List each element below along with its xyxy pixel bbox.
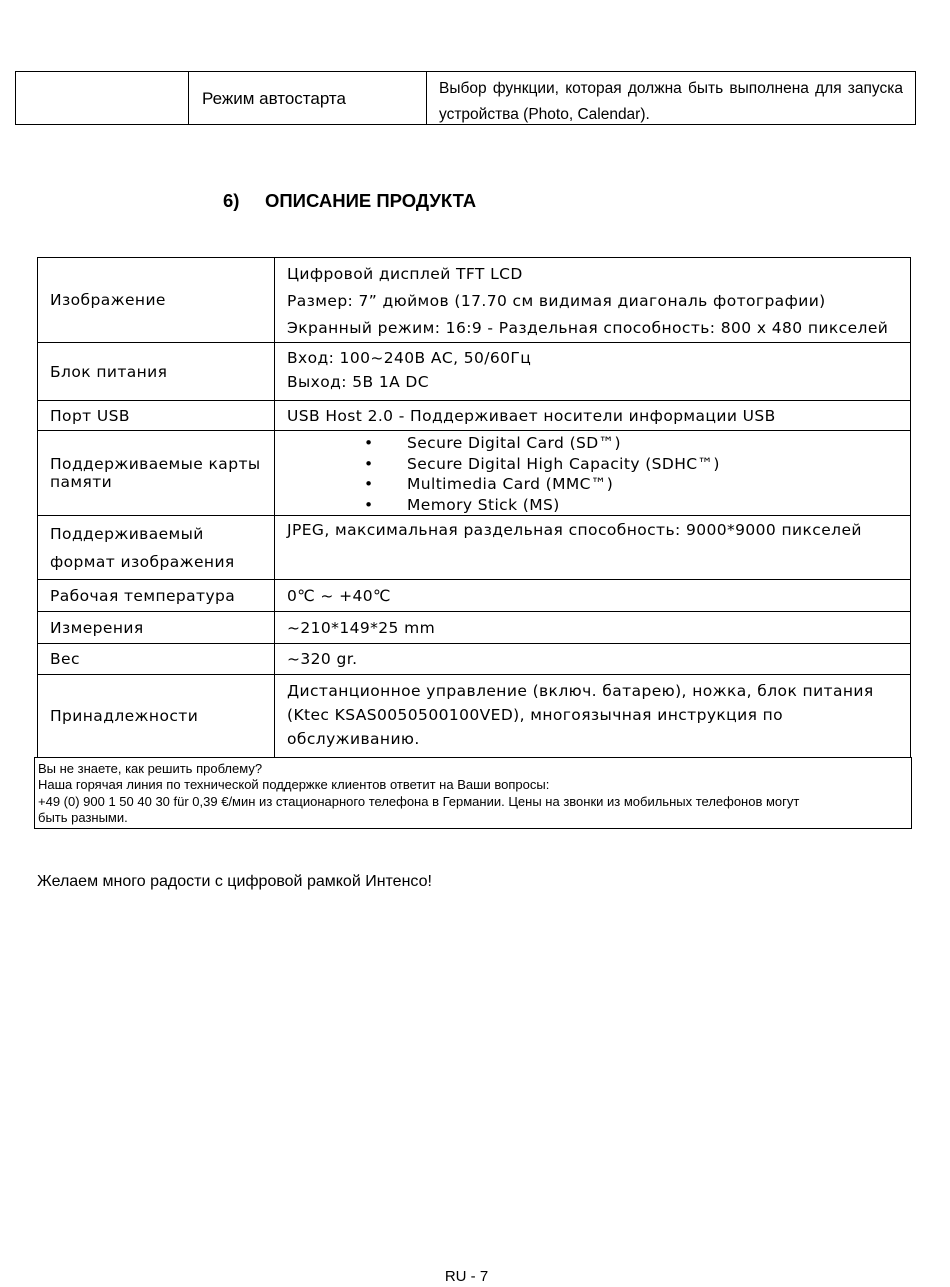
help-line: быть разными. xyxy=(38,809,128,825)
spec-line: Экранный режим: 16:9 - Раздельная способность: 800 x 480 пикселей xyxy=(287,319,889,337)
spec-value-image xyxy=(275,258,911,343)
spec-value-format: JPEG, максимальная раздельная способность: 9000*9000 пикселей xyxy=(275,516,911,580)
spec-label-format xyxy=(38,516,275,580)
spec-label-dimensions: Измерения xyxy=(38,612,275,644)
spec-row-temperature xyxy=(38,580,911,612)
spec-value-dimensions: ~210*149*25 mm xyxy=(275,612,911,644)
list-item xyxy=(287,433,898,454)
card-type: Memory Stick (MS) xyxy=(407,495,560,514)
closing-message: Желаем много радости с цифровой рамкой Интенсо! xyxy=(37,873,432,890)
section-number: 6) xyxy=(223,190,240,211)
help-line: +49 (0) 900 1 50 40 30 für 0,39 €/мин из стационарного телефона в Германии. Цены на звонки из мобильных телефонов могут xyxy=(38,793,800,809)
spec-label-temperature: Рабочая температура xyxy=(38,580,275,612)
spec-value-power xyxy=(275,343,911,401)
autostart-label: Режим автостарта xyxy=(189,72,427,124)
spec-value-cards xyxy=(275,431,911,516)
spec-label-line: Поддерживаемый xyxy=(50,524,204,543)
spec-line: Выход: 5В 1А DC xyxy=(287,373,429,391)
spec-row-accessories xyxy=(38,675,911,758)
autostart-table xyxy=(15,71,916,125)
spec-line: Вход: 100~240В АС, 50/60Гц xyxy=(287,349,532,367)
spec-row-power xyxy=(38,343,911,401)
spec-label-cards: Поддерживаемые карты памяти xyxy=(38,431,275,516)
card-type: Secure Digital Card (SD™) xyxy=(407,434,621,452)
card-type: Multimedia Card (MMC™) xyxy=(407,475,614,493)
spec-row-image xyxy=(38,258,911,343)
spec-row-weight xyxy=(38,644,911,675)
spec-label-accessories: Принадлежности xyxy=(38,675,275,758)
section-title: ОПИСАНИЕ ПРОДУКТА xyxy=(265,190,477,211)
spec-value-usb: USB Host 2.0 - Поддерживает носители информации USB xyxy=(275,401,911,431)
spec-line: Дистанционное управление (включ. батарею), ножка, блок питания xyxy=(287,682,874,700)
spec-line: обслуживанию. xyxy=(287,730,420,748)
bullet-icon: • xyxy=(364,434,374,452)
support-hotline-box xyxy=(34,757,912,829)
bullet-icon: • xyxy=(364,454,374,473)
spec-row-format xyxy=(38,516,911,580)
list-item xyxy=(287,454,898,475)
spec-label-usb: Порт USB xyxy=(38,401,275,431)
spec-label-line: формат изображения xyxy=(50,552,235,571)
page-number: RU - 7 xyxy=(444,1268,489,1285)
spec-value-accessories xyxy=(275,675,911,758)
list-item xyxy=(287,474,898,495)
spec-line: Размер: 7” дюймов (17.70 см видимая диагональ фотографии) xyxy=(287,292,826,310)
list-item xyxy=(287,495,898,516)
bullet-icon: • xyxy=(364,495,374,514)
spec-line: Цифровой дисплей TFT LCD xyxy=(287,265,523,283)
spec-value-weight: ~320 gr. xyxy=(275,644,911,675)
bullet-icon: • xyxy=(364,475,374,493)
card-type: Secure Digital High Capacity (SDHC™) xyxy=(407,454,720,473)
spec-row-dimensions xyxy=(38,612,911,644)
autostart-description: Выбор функции, которая должна быть выполнена для запуска устройства (Photo, Calendar). xyxy=(439,80,903,123)
spec-row-usb xyxy=(38,401,911,431)
card-list xyxy=(287,433,898,515)
spec-row-cards xyxy=(38,431,911,516)
spec-line: (Ktec KSAS0050500100VED), многоязычная инструкция по xyxy=(287,706,784,724)
spec-label-weight: Вес xyxy=(38,644,275,675)
spec-value-temperature: 0℃ ~ +40℃ xyxy=(275,580,911,612)
autostart-empty-cell xyxy=(16,72,189,124)
spec-label-power: Блок питания xyxy=(38,343,275,401)
help-line: Вы не знаете, как решить проблему? xyxy=(38,761,263,776)
help-line: Наша горячая линия по технической поддержке клиентов ответит на Ваши вопросы: xyxy=(38,777,550,793)
spec-label-image: Изображение xyxy=(38,258,275,343)
section-heading xyxy=(223,190,476,212)
product-spec-table xyxy=(37,257,911,758)
